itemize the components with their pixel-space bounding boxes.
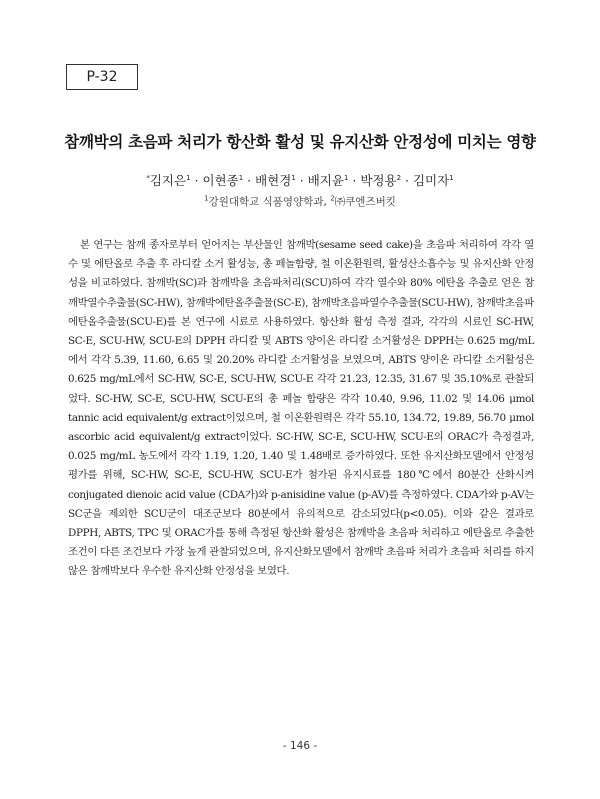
session-code: P-32	[86, 69, 118, 85]
author-affiliation-mark: 1	[343, 173, 349, 182]
author-separator: ·	[401, 173, 413, 188]
author-affiliation-mark: 1	[291, 173, 296, 182]
author-separator: ·	[243, 173, 256, 188]
paper-title: 참깨박의 초음파 처리가 항산화 활성 및 유지산화 안정성에 미치는 영향	[64, 133, 536, 151]
author-name: 배지윤$^1$	[307, 173, 349, 188]
author-list	[0, 171, 600, 189]
affiliation-list	[0, 194, 600, 209]
corresponding-mark: *	[146, 173, 150, 182]
abstract-text: 본 연구는 참깨 종자로부터 얻어지는 부산물인 참깨박(sesame seed cake)을 초음파 처리하여 각각 열수 및 에탄올로 추출 후 라디칼 소거 활성능, 총 페놀함량, 철 이온환원력, 활성산소흡수능 및 유지산화 안정성을 비교하였다. 참깨박(SC)과 참깨박을 초음파처리(SCU)하여 각각 열수와 80% 에탄올 추출로 얻은 참깨박열수추출물(SC-HW), 참깨박에탄올추출물(SC-E), 참깨박초음파열수추출물(SCU-HW), 참깨박초음파에탄올추출물(SCU-E)를 본 연구에 시료로 사용하였다. 항산화 활성 측정 결과, 각각의 시료인 SC-HW, SC-E, SCU-HW, SCU-E의 DPPH 라디칼 및 ABTS 양이온 라디칼 소거활성은 DPPH는 0.625 mg/mL에서 각각 5.39, 11.60, 6.65 및 20.20% 라디칼 소거활성을 보였으며, ABTS 양이온 라디칼 소거활성은 0.625 mg/mL에서 SC-HW, SC-E, SCU-HW, SCU-E 각각 21.23, 12.35, 31.67 및 35.10%로 관찰되었다. SC-HW, SC-E, SCU-HW, SCU-E의 총 페놀 함량은 각각 10.40, 9.96, 11.02 및 14.06 μmol tannic acid equivalent/g extract이었으며, 철 이온환원력은 각각 55.10, 134.72, 19.89, 56.70 μmol ascorbic acid equivalent/g extract이었다. SC-HW, SC-E, SCU-HW, SCU-E의 ORAC가 측정결과, 0.025 mg/mL 농도에서 각각 1.19, 1.20, 1.40 및 1.48배로 증가하였다. 또한 유지산화모델에서 안정성 평가를 위해, SC-HW, SC-E, SCU-HW, SCU-E가 첨가된 유지시료를 180℃에서 80분간 산화시켜 conjugated dienoic acid value (CDA가)와 p-anisidine value (p-AV)를 측정하였다. CDA가와 p-AV는 SC군을 제외한 SCU군이 대조군보다 80분에서 유의적으로 감소되었다(p<0.05). 이와 같은 결과로 DPPH, ABTS, TPC 및 ORAC가를 통해 측정된 항산화 활성은 참깨박을 초음파 처리하고 에탄올로 추출한 조건이 다른 조건보다 가장 높게 관찰되었으며, 유지산화모델에서 참깨박 초음파 처리가 초음파 처리를 하지 않은 참깨박보다 우수한 유지산화 안정성을 보였다.	[68, 239, 534, 578]
page-number: - 146 -	[282, 740, 318, 752]
author-name: 배현경$^1$	[255, 173, 296, 188]
author-name: 이현종$^1$	[202, 173, 244, 188]
author-affiliation-mark: 1	[449, 173, 454, 182]
author-affiliation-mark: 2	[396, 173, 402, 182]
author-affiliation-mark: 1	[186, 173, 191, 182]
author-name: 김미자$^1$	[412, 173, 454, 188]
author-name: 박정용$^2$	[360, 173, 402, 188]
author-separator: ·	[190, 173, 203, 188]
author-affiliation-mark: 1	[238, 173, 244, 182]
author-name: *김지은$^1$	[146, 173, 191, 188]
author-separator: ·	[348, 173, 361, 188]
session-code-box	[66, 64, 138, 90]
affiliation: $^2$㈜쿠엔즈버킷	[330, 194, 396, 208]
affiliation: $^1$강원대학교 식품영양학과,	[204, 194, 331, 208]
author-separator: ·	[295, 173, 308, 188]
